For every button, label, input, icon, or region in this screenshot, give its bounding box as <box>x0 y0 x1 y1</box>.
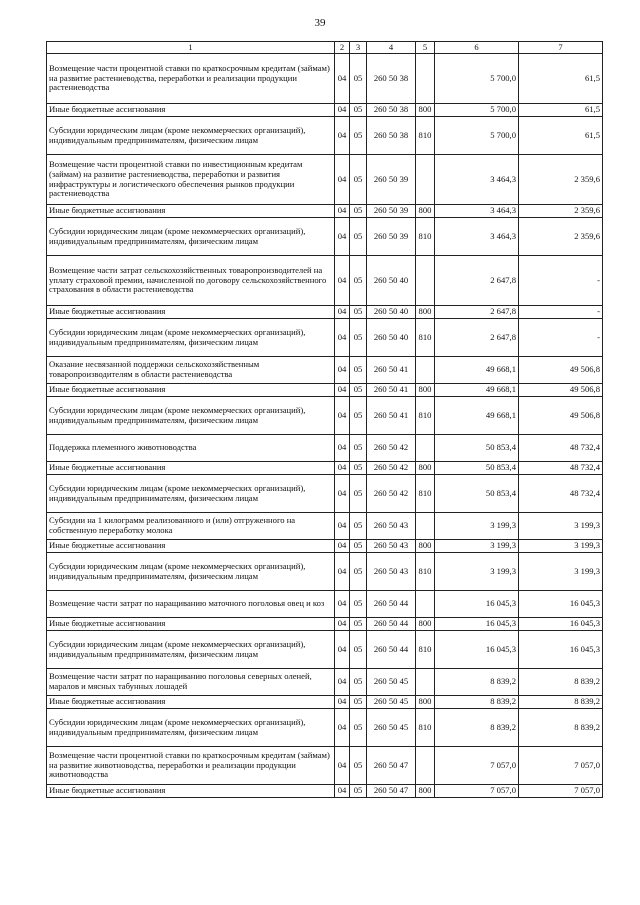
table-row <box>47 155 603 205</box>
expense-type-cell <box>416 669 435 696</box>
amount-cell: 48 732,4 <box>519 435 603 462</box>
amount-cell: 16 045,3 <box>435 631 519 669</box>
section-code-cell: 04 <box>335 397 350 435</box>
subsection-code-cell: 05 <box>350 155 367 205</box>
expense-type-cell <box>416 256 435 306</box>
row-name-cell: Субсидии юридическим лицам (кроме некоммерческих организаций), индивидуальным предпринимателям, физическим лицам <box>47 631 335 669</box>
amount-cell: 3 464,3 <box>435 218 519 256</box>
target-article-cell: 260 50 43 <box>367 540 416 553</box>
row-name-cell: Иные бюджетные ассигнования <box>47 618 335 631</box>
section-code-cell: 04 <box>335 155 350 205</box>
expense-type-cell: 810 <box>416 117 435 155</box>
row-name-cell: Возмещение части процентной ставки по инвестиционным кредитам (займам) на развитие растениеводства, переработки и развития инфраструктуры и логистического обеспечения рынков продукции растениеводства <box>47 155 335 205</box>
amount-cell: 16 045,3 <box>435 618 519 631</box>
column-header: 2 <box>335 42 350 54</box>
expense-type-cell <box>416 54 435 104</box>
target-article-cell: 260 50 44 <box>367 591 416 618</box>
section-code-cell: 04 <box>335 553 350 591</box>
column-header: 1 <box>47 42 335 54</box>
section-code-cell: 04 <box>335 218 350 256</box>
section-code-cell: 04 <box>335 319 350 357</box>
amount-cell: 7 057,0 <box>435 747 519 785</box>
table-row <box>47 709 603 747</box>
budget-table <box>46 41 603 798</box>
section-code-cell: 04 <box>335 513 350 540</box>
row-name-cell: Поддержка племенного животноводства <box>47 435 335 462</box>
amount-cell: 2 647,8 <box>435 306 519 319</box>
target-article-cell: 260 50 38 <box>367 104 416 117</box>
table-row <box>47 357 603 384</box>
subsection-code-cell: 05 <box>350 696 367 709</box>
table-row <box>47 104 603 117</box>
amount-cell: 50 853,4 <box>435 462 519 475</box>
column-header: 6 <box>435 42 519 54</box>
amount-cell: 61,5 <box>519 104 603 117</box>
table-row <box>47 696 603 709</box>
amount-cell: 61,5 <box>519 54 603 104</box>
amount-cell: 3 464,3 <box>435 155 519 205</box>
target-article-cell: 260 50 43 <box>367 553 416 591</box>
expense-type-cell: 800 <box>416 785 435 798</box>
target-article-cell: 260 50 38 <box>367 54 416 104</box>
row-name-cell: Иные бюджетные ассигнования <box>47 785 335 798</box>
expense-type-cell: 800 <box>416 618 435 631</box>
table-row <box>47 591 603 618</box>
subsection-code-cell: 05 <box>350 117 367 155</box>
subsection-code-cell: 05 <box>350 618 367 631</box>
expense-type-cell <box>416 591 435 618</box>
target-article-cell: 260 50 47 <box>367 785 416 798</box>
amount-cell: 8 839,2 <box>435 696 519 709</box>
section-code-cell: 04 <box>335 462 350 475</box>
row-name-cell: Субсидии юридическим лицам (кроме некоммерческих организаций), индивидуальным предпринимателям, физическим лицам <box>47 117 335 155</box>
expense-type-cell: 800 <box>416 462 435 475</box>
row-name-cell: Возмещение части затрат по наращиванию маточного поголовья овец и коз <box>47 591 335 618</box>
expense-type-cell <box>416 155 435 205</box>
amount-cell: 49 668,1 <box>435 384 519 397</box>
expense-type-cell: 800 <box>416 384 435 397</box>
subsection-code-cell: 05 <box>350 306 367 319</box>
table-row <box>47 306 603 319</box>
subsection-code-cell: 05 <box>350 205 367 218</box>
section-code-cell: 04 <box>335 54 350 104</box>
amount-cell: 2 359,6 <box>519 205 603 218</box>
table-row <box>47 319 603 357</box>
target-article-cell: 260 50 45 <box>367 709 416 747</box>
target-article-cell: 260 50 39 <box>367 205 416 218</box>
amount-cell: 3 199,3 <box>519 540 603 553</box>
expense-type-cell: 810 <box>416 218 435 256</box>
row-name-cell: Иные бюджетные ассигнования <box>47 540 335 553</box>
amount-cell: 48 732,4 <box>519 462 603 475</box>
row-name-cell: Субсидии юридическим лицам (кроме некоммерческих организаций), индивидуальным предпринимателям, физическим лицам <box>47 709 335 747</box>
subsection-code-cell: 05 <box>350 462 367 475</box>
amount-cell: 48 732,4 <box>519 475 603 513</box>
amount-cell: 49 506,8 <box>519 384 603 397</box>
section-code-cell: 04 <box>335 709 350 747</box>
amount-cell: 49 506,8 <box>519 357 603 384</box>
amount-cell: 7 057,0 <box>519 747 603 785</box>
row-name-cell: Иные бюджетные ассигнования <box>47 104 335 117</box>
subsection-code-cell: 05 <box>350 384 367 397</box>
subsection-code-cell: 05 <box>350 540 367 553</box>
expense-type-cell: 800 <box>416 540 435 553</box>
amount-cell: 50 853,4 <box>435 435 519 462</box>
page-number: 39 <box>314 17 326 29</box>
column-header: 3 <box>350 42 367 54</box>
section-code-cell: 04 <box>335 475 350 513</box>
section-code-cell: 04 <box>335 357 350 384</box>
expense-type-cell: 810 <box>416 631 435 669</box>
amount-cell: 8 839,2 <box>519 669 603 696</box>
section-code-cell: 04 <box>335 785 350 798</box>
table-header-row <box>47 42 603 54</box>
section-code-cell: 04 <box>335 669 350 696</box>
table-row <box>47 747 603 785</box>
subsection-code-cell: 05 <box>350 785 367 798</box>
row-name-cell: Иные бюджетные ассигнования <box>47 696 335 709</box>
row-name-cell: Оказание несвязанной поддержки сельскохозяйственным товаропроизводителям в области растениеводства <box>47 357 335 384</box>
section-code-cell: 04 <box>335 205 350 218</box>
expense-type-cell <box>416 357 435 384</box>
amount-cell: 49 668,1 <box>435 397 519 435</box>
subsection-code-cell: 05 <box>350 397 367 435</box>
row-name-cell: Возмещение части затрат по наращиванию поголовья северных оленей, маралов и мясных табунных лошадей <box>47 669 335 696</box>
expense-type-cell: 800 <box>416 696 435 709</box>
target-article-cell: 260 50 44 <box>367 618 416 631</box>
target-article-cell: 260 50 39 <box>367 155 416 205</box>
section-code-cell: 04 <box>335 306 350 319</box>
row-name-cell: Субсидии юридическим лицам (кроме некоммерческих организаций), индивидуальным предпринимателям, физическим лицам <box>47 319 335 357</box>
target-article-cell: 260 50 42 <box>367 462 416 475</box>
target-article-cell: 260 50 42 <box>367 475 416 513</box>
section-code-cell: 04 <box>335 591 350 618</box>
section-code-cell: 04 <box>335 435 350 462</box>
amount-cell: 16 045,3 <box>519 591 603 618</box>
section-code-cell: 04 <box>335 747 350 785</box>
target-article-cell: 260 50 41 <box>367 397 416 435</box>
amount-cell: 16 045,3 <box>519 618 603 631</box>
row-name-cell: Возмещение части процентной ставки по краткосрочным кредитам (займам) на развитие животноводства, переработки и реализации продукции животноводства <box>47 747 335 785</box>
amount-cell: 5 700,0 <box>435 117 519 155</box>
subsection-code-cell: 05 <box>350 631 367 669</box>
subsection-code-cell: 05 <box>350 553 367 591</box>
amount-cell: 16 045,3 <box>435 591 519 618</box>
target-article-cell: 260 50 45 <box>367 696 416 709</box>
table-row <box>47 631 603 669</box>
subsection-code-cell: 05 <box>350 709 367 747</box>
subsection-code-cell: 05 <box>350 475 367 513</box>
table-row <box>47 218 603 256</box>
table-row <box>47 205 603 218</box>
target-article-cell: 260 50 40 <box>367 306 416 319</box>
amount-cell: 3 199,3 <box>519 513 603 540</box>
target-article-cell: 260 50 41 <box>367 384 416 397</box>
amount-cell: 5 700,0 <box>435 104 519 117</box>
row-name-cell: Субсидии юридическим лицам (кроме некоммерческих организаций), индивидуальным предпринимателям, физическим лицам <box>47 397 335 435</box>
section-code-cell: 04 <box>335 256 350 306</box>
subsection-code-cell: 05 <box>350 435 367 462</box>
expense-type-cell: 800 <box>416 205 435 218</box>
amount-cell: 2 359,6 <box>519 155 603 205</box>
section-code-cell: 04 <box>335 696 350 709</box>
subsection-code-cell: 05 <box>350 218 367 256</box>
table-row <box>47 384 603 397</box>
amount-cell: 49 668,1 <box>435 357 519 384</box>
table-row <box>47 785 603 798</box>
table-row <box>47 475 603 513</box>
expense-type-cell: 810 <box>416 709 435 747</box>
amount-cell: 8 839,2 <box>435 709 519 747</box>
amount-cell: - <box>519 306 603 319</box>
subsection-code-cell: 05 <box>350 104 367 117</box>
subsection-code-cell: 05 <box>350 747 367 785</box>
amount-cell: 7 057,0 <box>435 785 519 798</box>
row-name-cell: Субсидии юридическим лицам (кроме некоммерческих организаций), индивидуальным предпринимателям, физическим лицам <box>47 553 335 591</box>
target-article-cell: 260 50 42 <box>367 435 416 462</box>
expense-type-cell: 810 <box>416 553 435 591</box>
table-row <box>47 513 603 540</box>
section-code-cell: 04 <box>335 540 350 553</box>
table-row <box>47 435 603 462</box>
section-code-cell: 04 <box>335 631 350 669</box>
amount-cell: 3 199,3 <box>435 513 519 540</box>
table-row <box>47 117 603 155</box>
row-name-cell: Возмещение части процентной ставки по краткосрочным кредитам (займам) на развитие растениеводства, переработки и реализации продукции растениеводства <box>47 54 335 104</box>
amount-cell: 2 359,6 <box>519 218 603 256</box>
subsection-code-cell: 05 <box>350 513 367 540</box>
target-article-cell: 260 50 40 <box>367 256 416 306</box>
amount-cell: 3 199,3 <box>435 553 519 591</box>
amount-cell: 3 199,3 <box>519 553 603 591</box>
expense-type-cell: 800 <box>416 306 435 319</box>
expense-type-cell <box>416 435 435 462</box>
row-name-cell: Иные бюджетные ассигнования <box>47 306 335 319</box>
subsection-code-cell: 05 <box>350 319 367 357</box>
amount-cell: 2 647,8 <box>435 256 519 306</box>
amount-cell: 8 839,2 <box>435 669 519 696</box>
target-article-cell: 260 50 47 <box>367 747 416 785</box>
target-article-cell: 260 50 44 <box>367 631 416 669</box>
subsection-code-cell: 05 <box>350 256 367 306</box>
target-article-cell: 260 50 41 <box>367 357 416 384</box>
amount-cell: 16 045,3 <box>519 631 603 669</box>
amount-cell: 2 647,8 <box>435 319 519 357</box>
table-row <box>47 54 603 104</box>
row-name-cell: Субсидии юридическим лицам (кроме некоммерческих организаций), индивидуальным предпринимателям, физическим лицам <box>47 218 335 256</box>
row-name-cell: Субсидии на 1 килограмм реализованного и (или) отгруженного на собственную переработку молока <box>47 513 335 540</box>
column-header: 7 <box>519 42 603 54</box>
expense-type-cell: 800 <box>416 104 435 117</box>
subsection-code-cell: 05 <box>350 591 367 618</box>
table-row <box>47 397 603 435</box>
amount-cell: 8 839,2 <box>519 709 603 747</box>
table-row <box>47 256 603 306</box>
table-row <box>47 462 603 475</box>
amount-cell: 49 506,8 <box>519 397 603 435</box>
section-code-cell: 04 <box>335 104 350 117</box>
section-code-cell: 04 <box>335 618 350 631</box>
amount-cell: 8 839,2 <box>519 696 603 709</box>
section-code-cell: 04 <box>335 384 350 397</box>
amount-cell: 61,5 <box>519 117 603 155</box>
table-row <box>47 553 603 591</box>
target-article-cell: 260 50 40 <box>367 319 416 357</box>
expense-type-cell: 810 <box>416 475 435 513</box>
section-code-cell: 04 <box>335 117 350 155</box>
expense-type-cell <box>416 747 435 785</box>
row-name-cell: Иные бюджетные ассигнования <box>47 205 335 218</box>
column-header: 5 <box>416 42 435 54</box>
subsection-code-cell: 05 <box>350 357 367 384</box>
column-header: 4 <box>367 42 416 54</box>
amount-cell: 3 464,3 <box>435 205 519 218</box>
row-name-cell: Субсидии юридическим лицам (кроме некоммерческих организаций), индивидуальным предпринимателям, физическим лицам <box>47 475 335 513</box>
table-row <box>47 540 603 553</box>
row-name-cell: Иные бюджетные ассигнования <box>47 462 335 475</box>
subsection-code-cell: 05 <box>350 54 367 104</box>
subsection-code-cell: 05 <box>350 669 367 696</box>
table-row <box>47 669 603 696</box>
amount-cell: 3 199,3 <box>435 540 519 553</box>
target-article-cell: 260 50 38 <box>367 117 416 155</box>
amount-cell: 50 853,4 <box>435 475 519 513</box>
target-article-cell: 260 50 39 <box>367 218 416 256</box>
expense-type-cell: 810 <box>416 319 435 357</box>
amount-cell: - <box>519 256 603 306</box>
amount-cell: 7 057,0 <box>519 785 603 798</box>
target-article-cell: 260 50 43 <box>367 513 416 540</box>
table-row <box>47 618 603 631</box>
expense-type-cell <box>416 513 435 540</box>
amount-cell: - <box>519 319 603 357</box>
row-name-cell: Иные бюджетные ассигнования <box>47 384 335 397</box>
target-article-cell: 260 50 45 <box>367 669 416 696</box>
row-name-cell: Возмещение части затрат сельскохозяйственных товаропроизводителей на уплату страховой премии, начисленной по договору сельскохозяйственного страхования в области растениеводства <box>47 256 335 306</box>
amount-cell: 5 700,0 <box>435 54 519 104</box>
expense-type-cell: 810 <box>416 397 435 435</box>
